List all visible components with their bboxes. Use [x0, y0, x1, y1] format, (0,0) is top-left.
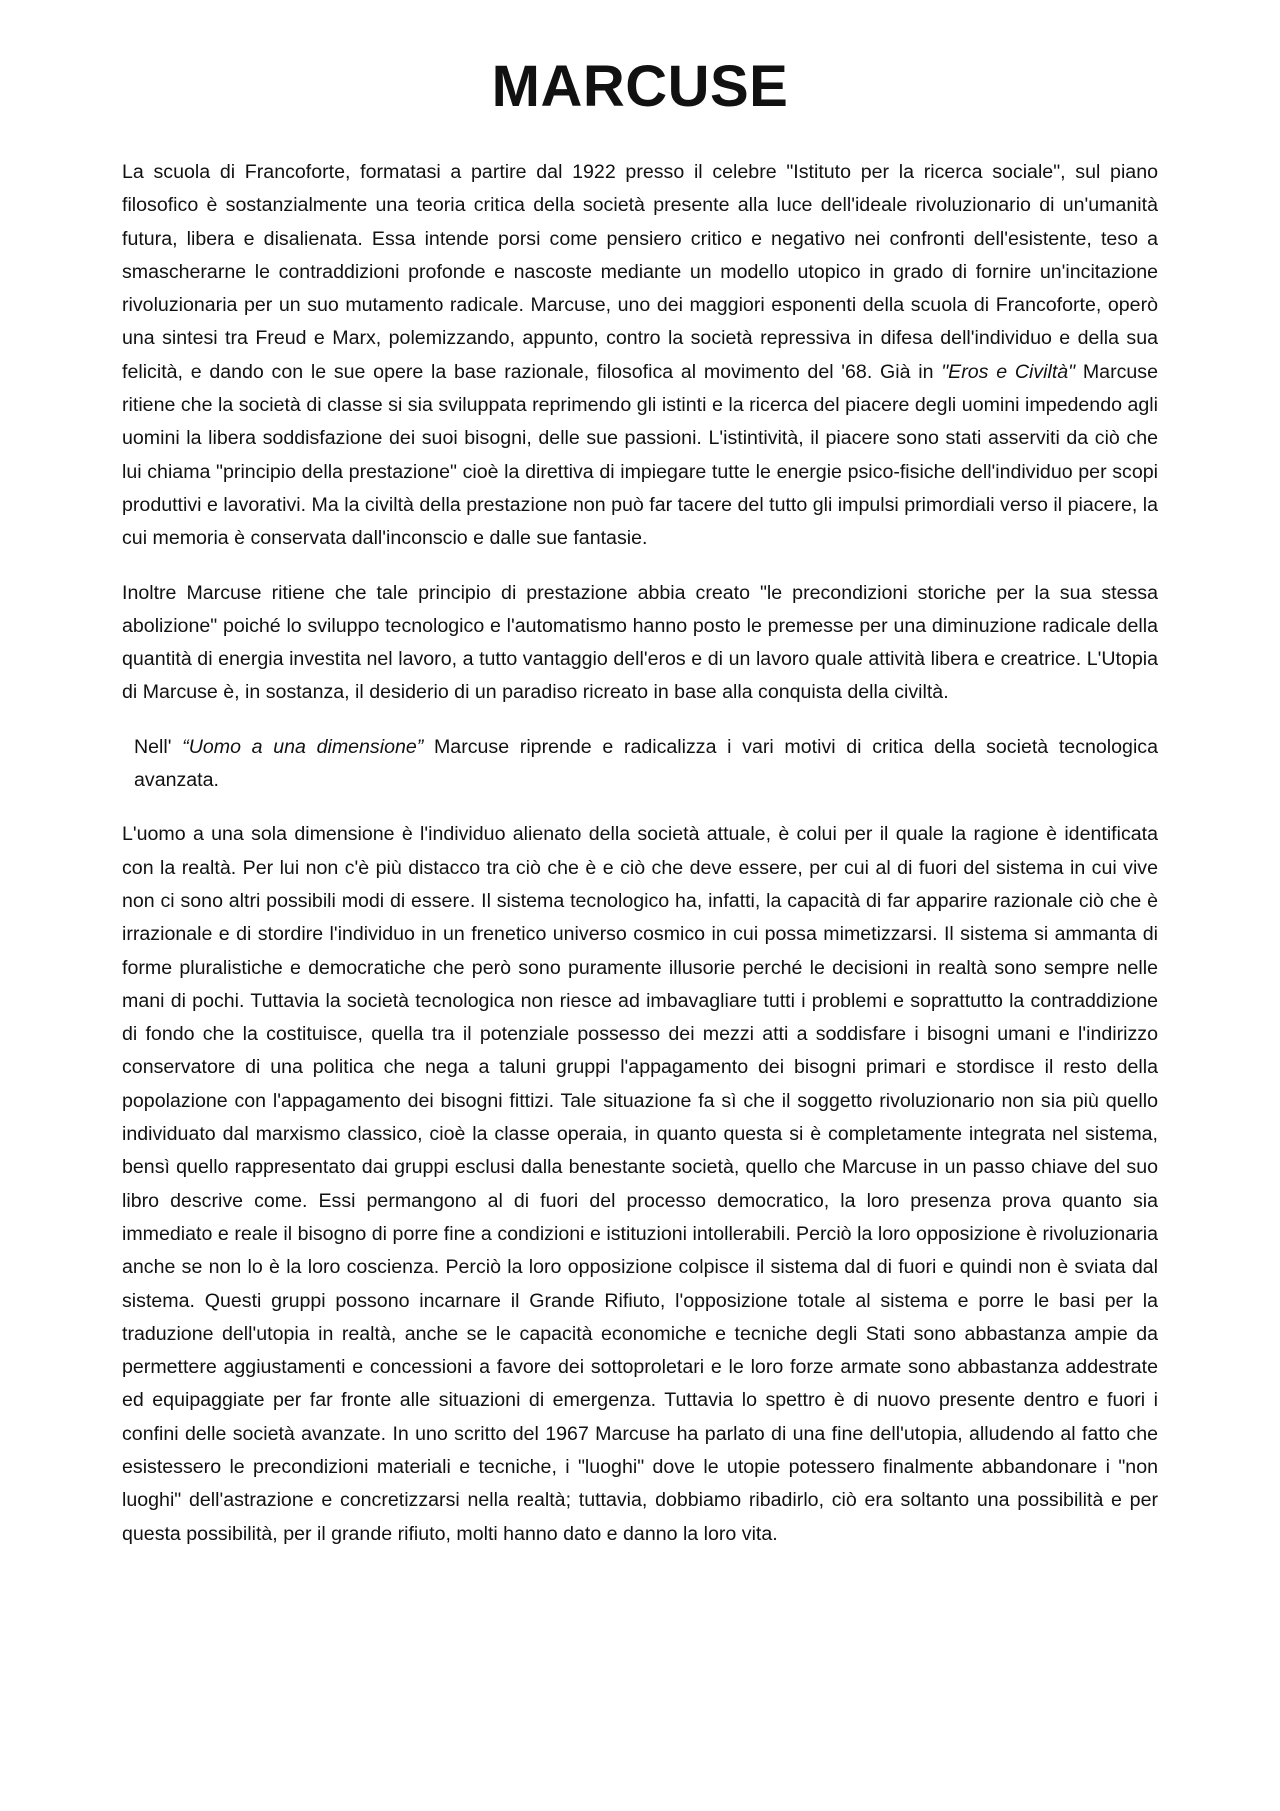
- paragraph-4: L'uomo a una sola dimensione è l'individuo alienato della società attuale, è colui per il quale la ragione è identificata con la realtà. Per lui non c'è più distacco tra ciò che è e ciò che deve essere, per cui al di fuori del sistema in cui vive non ci sono altri possibili modi di essere. Il sistema tecnologico ha, infatti, la capacità di far apparire razionale ciò che è irrazionale e di stordire l'individuo in un frenetico universo cosmico in cui possa mimetizzarsi. Il sistema si ammanta di forme pluralistiche e democratiche che però sono puramente illusorie perché le decisioni in realtà sono sempre nelle mani di pochi. Tuttavia la società tecnologica non riesce ad imbavagliare tutti i problemi e soprattutto la contraddizione di fondo che la costituisce, quella tra il potenziale possesso dei mezzi atti a soddisfare i bisogni umani e l'indirizzo conservatore di una politica che nega a taluni gruppi l'appagamento dei bisogni primari e stordisce il resto della popolazione con l'appagamento dei bisogni fittizi. Tale situazione fa sì che il soggetto rivoluzionario non sia più quello individuato dal marxismo classico, cioè la classe operaia, in quanto questa si è completamente integrata nel sistema, bensì quello rappresentato dai gruppi esclusi dalla benestante società, quello che Marcuse in un passo chiave del suo libro descrive come. Essi permangono al di fuori del processo democratico, la loro presenza prova quanto sia immediato e reale il bisogno di porre fine a condizioni e istituzioni intollerabili. Perciò la loro opposizione è rivoluzionaria anche se non lo è la loro coscienza. Perciò la loro opposizione colpisce il sistema dal di fuori e quindi non è sviata dal sistema. Questi gruppi possono incarnare il Grande Rifiuto, l'opposizione totale al sistema e porre le basi per la traduzione dell'utopia in realtà, anche se le capacità economiche e tecniche degli Stati sono abbastanza ampie da permettere aggiustamenti e concessioni a favore dei sottoproletari e le loro forze armate sono abbastanza addestrate ed equipaggiate per far fronte alle situazioni di emergenza. Tuttavia lo spettro è di nuovo presente dentro e fuori i confini delle società avanzate. In uno scritto del 1967 Marcuse ha parlato di una fine dell'utopia, alludendo al fatto che esistessero le precondizioni materiali e tecniche, i "luoghi" dove le utopie potessero finalmente abbandonare i "non luoghi" dell'astrazione e concretizzarsi nella realtà; tuttavia, dobbiamo ribadirlo, ciò era soltanto una possibilità e per questa possibilità, per il grande rifiuto, molti hanno dato e danno la loro vita.: [122, 823, 1158, 1545]
- book-title-uomo-a-una-dimensione: “Uomo a una dimensione”: [182, 735, 424, 758]
- paragraph-3-text-a: Nell': [134, 735, 183, 758]
- paragraph-1-text-a: La scuola di Francoforte, formatasi a partire dal 1922 presso il celebre "Istituto per la ricerca sociale", sul piano filosofico è sostanzialmente una teoria critica della società presente alla luce dell'ideale rivoluzionario di un'umanità futura, libera e disalienata. Essa intende porsi come pensiero critico e negativo nei confronti dell'esistente, teso a smascherarne le contraddizioni profonde e nascoste mediante un modello utopico in grado di fornire un'incitazione rivoluzionaria per un suo mutamento radicale. Marcuse, uno dei maggiori esponenti della scuola di Francoforte, operò una sintesi tra Freud e Marx, polemizzando, appunto, contro la società repressiva in difesa dell'individuo e della sua felicità, e dando con le sue opere la base razionale, filosofica al movimento del '68. Già in: [122, 161, 1158, 383]
- document-body: [122, 156, 1158, 1572]
- paragraph-3: [122, 731, 1158, 798]
- paragraph-3-text-b: Marcuse riprende e radicalizza i vari motivi di critica della società tecnologica avanzata.: [134, 735, 1158, 792]
- document-title: MARCUSE: [491, 54, 789, 119]
- paragraph-2: Inoltre Marcuse ritiene che tale principio di prestazione abbia creato "le precondizioni storiche per la sua stessa abolizione" poiché lo sviluppo tecnologico e l'automatismo hanno posto le premesse per una diminuzione radicale della quantità di energia investita nel lavoro, a tutto vantaggio dell'eros e di un lavoro quale attività libera e creatrice. L'Utopia di Marcuse è, in sostanza, il desiderio di un paradiso ricreato in base alla conquista della civiltà.: [122, 581, 1158, 704]
- paragraph-1: [122, 156, 1158, 556]
- paragraph-1-text-b: Marcuse ritiene che la società di classe si sia sviluppata reprimendo gli istinti e la ricerca del piacere degli uomini impedendo agli uomini la libera soddisfazione dei suoi bisogni, delle sue passioni. L'istintività, il piacere sono stati asserviti da ciò che lui chiama "principio della prestazione" cioè la direttiva di impiegare tutte le energie psico-fisiche dell'individuo per scopi produttivi e lavorativi. Ma la civiltà della prestazione non può far tacere del tutto gli impulsi primordiali verso il piacere, la cui memoria è conservata dall'inconscio e dalle sue fantasie.: [122, 360, 1158, 550]
- book-title-eros-e-civilta: "Eros e Civiltà": [941, 360, 1076, 383]
